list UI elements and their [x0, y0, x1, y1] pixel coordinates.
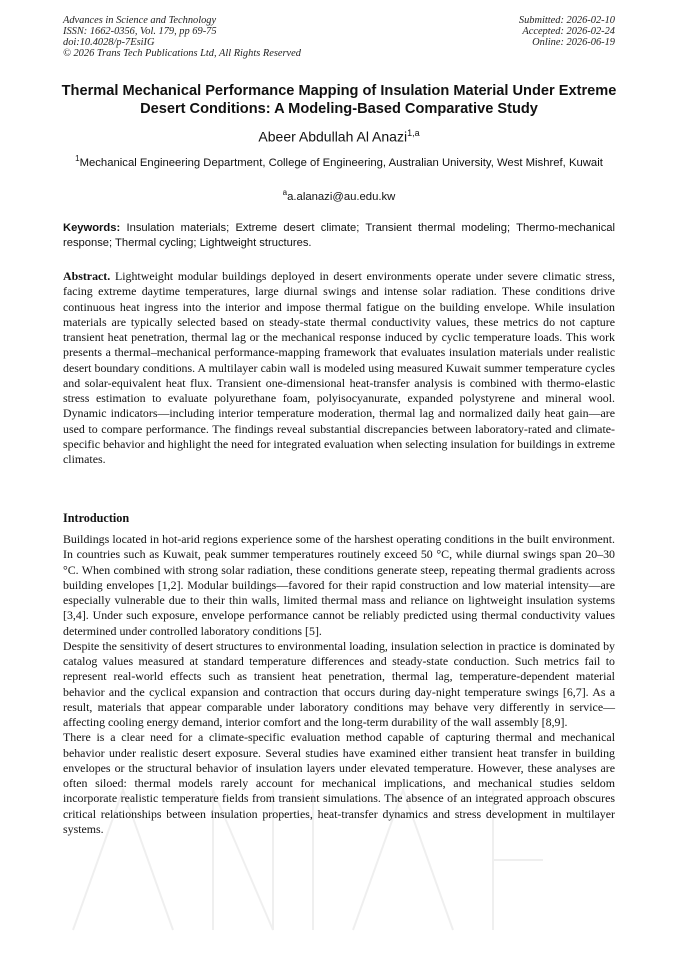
author-line: [0, 125, 678, 145]
keywords-text: Insulation materials; Extreme desert climate; Transient thermal modeling; Thermo-mechanical response; Thermal cycling; Lightweight structures.: [63, 222, 615, 249]
abstract-block: [63, 269, 615, 467]
affiliation-text: Mechanical Engineering Department, College of Engineering, Australian University, West Mishref, Kuwait: [79, 156, 603, 169]
introduction-heading: Introduction: [63, 511, 130, 525]
keywords-label: Keywords:: [63, 222, 121, 234]
intro-paragraph-2: Despite the sensitivity of desert structures to environmental loading, insulation selection in practice is dominated by catalog values measured at standard temperature differences and steady-state conduction. Such metrics fail to represent real‑world effects such as transient heat penetration, thermal lag, temperature-dependent material behavior and the cyclical expansion and contraction that occurs during day-night temperature swings [6,7]. As a result, materials that appear comparable under laboratory conditions may behave very differently in service—affecting cooling energy demand, interior comfort and the long-term durability of the wall assembly [8,9].: [63, 638, 615, 729]
online-date: Online: 2026-06-19: [532, 37, 615, 48]
issn-line: ISSN: 1662-0356, Vol. 179, pp 69-75: [63, 26, 217, 37]
email-sup: a: [282, 188, 288, 197]
accepted-date: Accepted: 2026-02-24: [522, 26, 615, 37]
journal-name: Advances in Science and Technology: [63, 15, 217, 26]
introduction-body: [63, 532, 615, 837]
author-name: Abeer Abdullah Al Anazi: [258, 128, 408, 145]
doi-line: doi:10.4028/p-7EsiIG: [63, 37, 155, 48]
journal-header-right: [519, 15, 615, 48]
intro-paragraph-1: Buildings located in hot-arid regions experience some of the harshest operating conditions in the built environment. In countries such as Kuwait, peak summer temperatures routinely exceed 50 °C, while diurnal swings span 20–30 °C. When combined with strong solar radiation, these conditions generate steep, repeating thermal gradients across building envelopes [1,2]. Modular buildings—favored for their rapid construction and low material intensity—are especially vulnerable due to their thin walls, limited thermal mass and reliance on lightweight insulation systems [3,4]. Under such exposure, envelope performance cannot be reliably predicted using thermal conductivity values determined under controlled laboratory conditions [5].: [63, 532, 615, 638]
copyright-line: © 2026 Trans Tech Publications Ltd, All Rights Reserved: [63, 48, 301, 59]
affiliation-sup: 1: [75, 154, 80, 163]
submitted-date: Submitted: 2026-02-10: [518, 15, 615, 26]
author-email: [0, 186, 678, 204]
affiliation: [63, 151, 615, 171]
abstract-label: Abstract.: [63, 269, 111, 283]
journal-header-left: [63, 15, 301, 59]
intro-paragraph-3: There is a clear need for a climate-specific evaluation method capable of capturing thermal and mechanical behavior under realistic desert exposure. Several studies have examined either transient heat transfer in building envelopes or the structural behavior of insulation layers under elevated temperature. However, these analyses are often siloed: thermal models rarely account for mechanical implications, and mechanical studies seldom incorporate realistic temperature fields from transient simulations. The absence of an integrated approach obscures critical relationships between insulation properties, heat-transfer dynamics and stress development in multilayer systems.: [63, 730, 615, 836]
email-text[interactable]: a.alanazi@au.edu.kw: [287, 190, 396, 203]
keywords-block: [63, 221, 615, 250]
paper-title: Thermal Mechanical Performance Mapping of Insulation Material Under Extreme Desert Conditions: A Modeling-Based Comparative Study: [61, 83, 617, 117]
author-sup: 1,a: [407, 128, 420, 138]
abstract-text: Lightweight modular buildings deployed in desert environments operate under severe climatic stress, facing extreme daytime temperatures, large diurnal swings and intense solar radiation. These conditions drive continuous heat ingress into the interior and impose thermal fatigue on the building envelope. While insulation materials are typically selected based on steady-state thermal conductivity values, these metrics do not capture transient heat penetration, thermal lag or the mechanical response induced by cyclic temperature loads. This work presents a thermal–mechanical performance-mapping framework that evaluates insulation materials under realistic desert boundary conditions. A multilayer cabin wall is modeled using measured Kuwait summer temperature cycles and solar-equivalent heat flux. Transient one-dimensional heat-transfer analysis is combined with thermo-elastic stress estimation to evaluate polyurethane foam, polyisocyanurate, expanded polystyrene and mineral wool. Dynamic indicators—including interior temperature moderation, thermal lag and normalized daily heat gain—are used to compare performance. The findings reveal substantial discrepancies between laboratory-rated and climate-specific behavior and highlight the need for integrated evaluation when selecting insulation for buildings in extreme climates.: [63, 269, 615, 466]
